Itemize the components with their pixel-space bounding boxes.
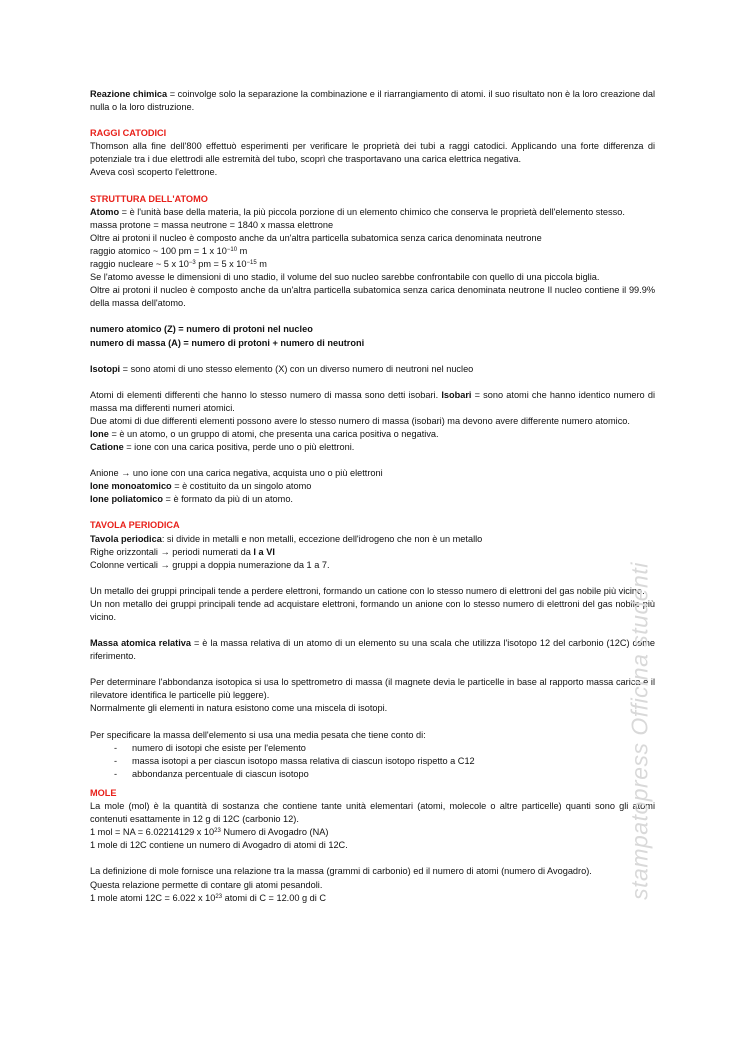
line-massa-protone: massa protone = massa neutrone = 1840 x massa elettrone [90, 219, 334, 230]
line-anione: Anione → uno ione con una carica negativa, acquista uno o più elettroni [90, 468, 383, 479]
text: : si divide in metalli e non metalli, eccezione dell'idrogeno che non è un metallo [161, 533, 483, 544]
line-media-pesata: Per specificare la massa dell'elemento si usa una media pesata che tiene conto di: [90, 729, 426, 740]
line-numero-massa [90, 337, 655, 350]
line-tavola-periodica [90, 533, 655, 546]
line-miscela: Normalmente gli elementi in natura esistono come una miscela di isotopi. [90, 703, 388, 714]
text: I a VI [253, 546, 275, 557]
exponent: 23 [215, 893, 223, 900]
line-ione-poliatomico [90, 493, 655, 506]
exponent: −10 [226, 246, 238, 253]
paragraph-atomo [90, 206, 655, 219]
text: Numero di Avogadro (NA) [220, 827, 329, 838]
line-ione-monoatomico [90, 480, 655, 493]
exponent: −3 [188, 260, 196, 267]
text: = è formato da più di un atomo. [163, 494, 293, 505]
paragraph-elettrone: Aveva così scoperto l'elettrone. [90, 167, 218, 178]
line-numero-atomico [90, 323, 655, 336]
line-raggio-nucleare [90, 258, 655, 271]
paragraph-mole: La mole (mol) è la quantità di sostanza che contiene tante unità elementari (atomi, molecole o altre particelle) quanti sono gli atomi contenuti esattamente in 12 g di 12C (carbonio 12). [90, 801, 655, 825]
line-catione [90, 441, 655, 454]
paragraph-non-metallo: Un non metallo dei gruppi principali tende ad acquistare elettroni, formando un anione con lo stesso numero di elettroni del gas nobile più vicino. [90, 598, 655, 622]
list-item: - numero di isotopi che esiste per l'elemento [90, 742, 655, 755]
paragraph-abbondanza: Per determinare l'abbondanza isotopica si usa lo spettrometro di massa (il magnete devia le particelle in base al rapporto massa carica e il rilevatore identifica le particelle più leggere). [90, 677, 655, 701]
line-avogadro [90, 826, 655, 839]
term-reazione-chimica: Reazione chimica [90, 89, 168, 99]
text: m [237, 245, 248, 256]
text: m [256, 259, 267, 270]
text: = ione con una carica positiva, perde uno o più elettroni. [123, 442, 355, 453]
line-mole-atomi [90, 892, 655, 905]
term-ione-poliatomico: Ione poliatomico [90, 494, 163, 505]
line-raggio-atomico [90, 245, 655, 258]
text: Righe orizzontali → periodi numerati da [90, 546, 254, 557]
list-item: - abbondanza percentuale di ciascun isotopo [90, 768, 655, 781]
exponent: −15 [246, 260, 257, 267]
line-stadio: Se l'atomo avesse le dimensioni di uno stadio, il volume del suo nucleo sarebbe confrontabile con quello di una piccola biglia. [90, 272, 600, 283]
text: = è la massa relativa di un atomo di un elemento su una scala che utilizza l'isotopo 12 del carbonio (12C) come riferimento. [90, 638, 655, 662]
term-ione: Ione [90, 428, 109, 439]
paragraph-isobari [90, 389, 655, 415]
heading-mole: MOLE [90, 787, 117, 798]
list-item: - massa isotopi a per ciascun isotopo massa relativa di ciascun isotopo rispetto a C12 [90, 755, 655, 768]
text: = coinvolge solo la separazione la combinazione e il riarrangiamento di atomi. il suo risultato non è la loro creazione dal nulla o la loro distruzione. [90, 89, 655, 113]
document-body [90, 88, 655, 905]
line-ione [90, 428, 655, 441]
text: raggio nucleare ~ 5 x 10 [90, 259, 189, 270]
line-relazione: Questa relazione permette di contare gli atomi pesandoli. [90, 879, 323, 890]
text: = è l'unità base della materia, la più piccola porzione di un elemento chimico che conserva le proprietà dell'elemento stesso. [119, 206, 625, 217]
term-massa-atomica: Massa atomica relativa [90, 638, 191, 649]
text: pm = 5 x 10 [195, 259, 247, 270]
line-righe [90, 546, 655, 559]
text: raggio atomico ~ 100 pm = 1 x 10 [90, 245, 227, 256]
paragraph-due-atomi: Due atomi di due differenti elementi possono avere lo stesso numero di massa (isobari) ma devono avere differente numero atomico. [90, 415, 630, 426]
line-isotopi [90, 363, 655, 376]
term-atomo: Atomo [90, 206, 120, 217]
heading-struttura-atomo: STRUTTURA DELL'ATOMO [90, 193, 208, 204]
paragraph-thomson: Thomson alla fine dell'800 effettuò esperimenti per verificare le proprietà dei tubi a raggi catodici. Applicando una forte differenza di potenziale tra i due elettrodi alle estremità del tubo, scoprì che trasportavano una carica elettrica negativa. [90, 141, 655, 165]
exponent: 23 [214, 828, 221, 835]
term-catione: Catione [90, 442, 124, 453]
heading-raggi-catodici: RAGGI CATODICI [90, 128, 167, 139]
bullet-list [90, 742, 655, 781]
text: numero di massa (A) = numero di protoni + numero di neutroni [90, 337, 365, 348]
line-oltre-protoni: Oltre ai protoni il nucleo è composto anche da un'altra particella subatomica senza carica denominata neutrone Il nucleo contiene il 99.9% della massa dell'atomo. [90, 285, 655, 309]
term-isobari: Isobari [441, 389, 472, 400]
text: 1 mole atomi 12C = 6.022 x 10 [90, 892, 216, 903]
paragraph-massa-atomica [90, 637, 655, 663]
paragraph-metallo: Un metallo dei gruppi principali tende a perdere elettroni, formando un catione con lo stesso numero di elettroni del gas nobile più vicino. [90, 585, 645, 596]
text: numero atomico (Z) = numero di protoni nel nucleo [90, 324, 313, 335]
line-colonne: Colonne verticali → gruppi a doppia numerazione da 1 a 7. [90, 559, 330, 570]
text: atomi di C = 12.00 g di C [222, 892, 327, 903]
term-isotopi: Isotopi [90, 363, 121, 374]
term-tavola-periodica: Tavola periodica [90, 533, 162, 544]
paragraph-definizione-mole: La definizione di mole fornisce una relazione tra la massa (grammi di carbonio) ed il numero di atomi (numero di Avogadro). [90, 866, 592, 877]
text: Atomi di elementi differenti che hanno lo stesso numero di massa sono detti isobari. [90, 389, 442, 400]
watermark-text: stampatopress Officina studenti [626, 562, 653, 900]
text: = è un atomo, o un gruppo di atomi, che presenta una carica positiva o negativa. [108, 428, 439, 439]
text: = sono atomi di uno stesso elemento (X) con un diverso numero di neutroni nel nucleo [120, 363, 474, 374]
paragraph-reazione-chimica [90, 88, 655, 114]
line-nucleo: Oltre ai protoni il nucleo è composto anche da un'altra particella subatomica senza carica denominata neutrone [90, 232, 542, 243]
text: = sono atomi che hanno identico numero di massa ma differenti numeri atomici. [90, 389, 655, 413]
text: 1 mol = NA = 6.02214129 x 10 [90, 827, 215, 838]
heading-tavola-periodica: TAVOLA PERIODICA [90, 520, 180, 531]
text: = è costituito da un singolo atomo [171, 481, 312, 492]
line-mole-12c: 1 mole di 12C contiene un numero di Avogadro di atomi di 12C. [90, 840, 348, 851]
term-ione-monoatomico: Ione monoatomico [90, 481, 172, 492]
